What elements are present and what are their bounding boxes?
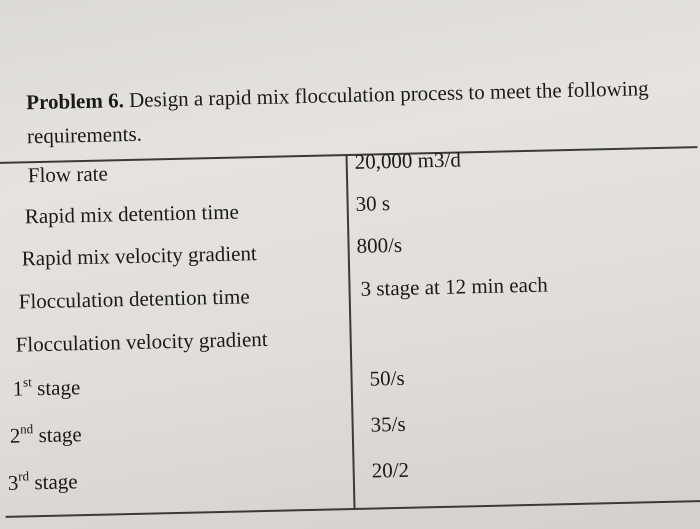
row-label-stage-2 (10, 422, 82, 449)
row-label-stage-3 (8, 469, 78, 496)
problem-text: Design a rapid mix flocculation process to meet the following requirements. (26, 76, 649, 149)
row-value-stage-1: 50/s (369, 365, 405, 391)
row-value-flow-rate: 20,000 m3/d (354, 147, 462, 174)
stage-1-ordinal: st (22, 374, 32, 390)
problem-number: Problem 6. (25, 88, 125, 115)
stage-2-ordinal: nd (19, 421, 34, 437)
stage-2-number: 2 (9, 423, 21, 448)
row-value-stage-2: 35/s (370, 411, 406, 437)
stage-1-suffix: stage (31, 375, 81, 401)
stage-1-number: 1 (12, 376, 24, 401)
row-value-rapid-mix-gradient: 800/s (356, 232, 403, 258)
row-value-stage-3: 20/2 (371, 457, 410, 483)
row-value-rapid-mix-detention: 30 s (355, 191, 391, 216)
row-value-flocculation-detention: 3 stage at 12 min each (360, 272, 548, 301)
row-label-rapid-mix-detention: Rapid mix detention time (24, 199, 240, 229)
stage-3-number: 3 (7, 470, 19, 495)
row-label-rapid-mix-gradient: Rapid mix velocity gradient (21, 241, 258, 271)
row-label-flocculation-gradient: Flocculation velocity gradient (15, 326, 268, 357)
problem-statement (26, 71, 677, 154)
row-label-flow-rate: Flow rate (27, 161, 109, 188)
row-label-stage-1 (12, 375, 80, 402)
stage-3-suffix: stage (28, 469, 78, 495)
stage-3-ordinal: rd (18, 468, 30, 484)
stage-2-suffix: stage (33, 422, 82, 448)
table-column-divider (345, 154, 355, 508)
row-label-flocculation-detention: Flocculation detention time (18, 284, 250, 314)
